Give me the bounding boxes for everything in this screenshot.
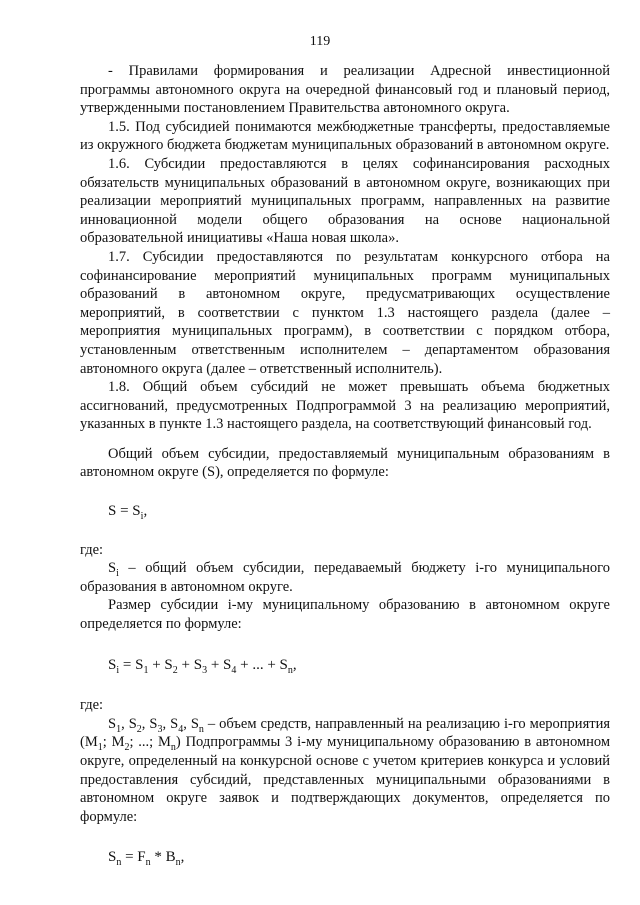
paragraph: 1.5. Под субсидией понимаются межбюджетные трансферты, предоставляемые из окружного бюджета бюджетам муниципальных образований в автономном округе. [80, 118, 610, 154]
paragraph: 1.8. Общий объем субсидий не может превышать объема бюджетных ассигнований, предусмотренных Подпрограммой 3 на реализацию мероприятий, указанных в пункте 1.3 настоящего раздела, на соответствующий финансовый год. [80, 379, 610, 433]
paragraph: $S_1$, $S_2$, $S_3$, $S_4$, $S_n$ – объем средств, направленный на реализацию i-го мероприятия ($M_1$; $M_2$; ...; $M_n$) Подпрограммы 3 i-му муниципальному образованию в автономном округе, определенный на конкурсной основе с учетом критериев конкурса и условий предоставления субсидий, представленных муниципальными образованиями в автономном округе заявок и подтверждающих документов, определяется по формуле: [80, 715, 611, 825]
formula-total: $S = S_i$, [108, 503, 148, 523]
paragraph: 1.7. Субсидии предоставляются по результатам конкурсного отбора на софинансирование мероприятий муниципальных программ муниципальных образований в автономном округе, предусматривающих осуществление мероприятий, в соответствии с пунктом 1.3 настоящего раздела (далее – мероприятия муниципальных программ), в соответствии с порядком отбора, установленным ответственным исполнителем – департаментом образования автономного округа (далее – ответственный исполнитель). [80, 248, 610, 377]
where-label: где: [80, 541, 104, 558]
page-number: 119 [309, 34, 331, 49]
formula-project: $S_n = F_n * B_n$, [108, 849, 185, 869]
where-label: где: [80, 697, 104, 714]
paragraph: 1.6. Субсидии предоставляются в целях софинансирования расходных обязательств муниципальных образований в автономном округе, возникающих при реализации мероприятий муниципальных программ, направленных на развитие инновационной модели общего образования на основе национальной образовательной инициативы «Наша новая школа». [80, 155, 610, 247]
paragraph: Общий объем субсидии, предоставляемый муниципальным образованиям в автономном округе (S), определяется по формуле: [80, 445, 610, 481]
formula-municipal: $S_i = S_1 + S_2 + S_3 + S_4$ + ... + $S_n$, [108, 656, 297, 676]
paragraph: - Правилами формирования и реализации Адресной инвестиционной программы автономного округа на очередной финансовый год и плановый период, утвержденными постановлением Правительства автономного округа. [80, 63, 610, 117]
paragraph: Размер субсидии i-му муниципальному образованию в автономном округе определяется по формуле: [80, 597, 610, 633]
paragraph: $S_i$ – общий объем субсидии, передаваемый бюджету i-го муниципального образования в автономном округе. [80, 560, 610, 595]
document-body [80, 62, 610, 867]
